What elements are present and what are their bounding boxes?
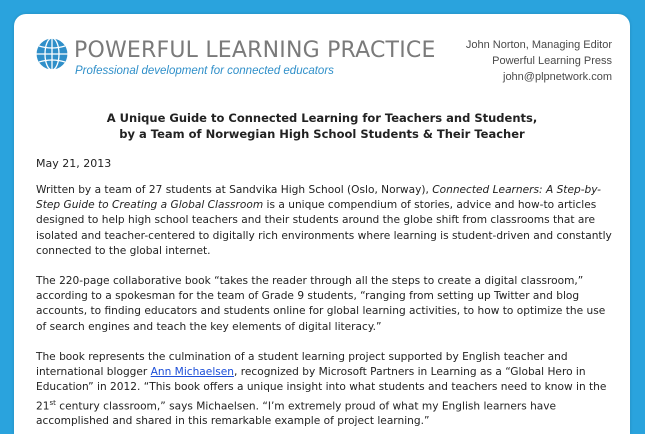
globe-logo-icon <box>34 36 70 72</box>
p1-text-start: Written by a team of 27 students at Sandvika High School (Oslo, Norway), <box>36 184 433 196</box>
paragraph-teacher-quote <box>36 350 616 430</box>
p1-text-end: is a unique compendium of stories, advice and how-to articles designed to help high school teachers and their students around the globe shift from classrooms that are isolated and teacher-centered to digitally rich environments where learning is student-driven and constantly connected to the global internet. <box>36 199 612 257</box>
headline-line-1: A Unique Guide to Connected Learning for Teachers and Students, <box>106 111 538 125</box>
contact-block <box>466 37 612 85</box>
p3-text-end: century classroom,” says Michaelsen. “I’m extremely proud of what my English learners have accomplished and shared in this remarkable example of project learning.” <box>36 400 557 428</box>
press-release-headline <box>54 110 590 142</box>
paragraph-book-intro <box>36 183 616 259</box>
press-release-page <box>14 14 630 434</box>
headline-line-2: by a Team of Norwegian High School Students & Their Teacher <box>119 127 525 141</box>
release-date: May 21, 2013 <box>36 157 112 170</box>
contact-publisher: Powerful Learning Press <box>492 55 612 67</box>
paragraph-book-contents: The 220-page collaborative book “takes the reader through all the steps to create a digital classroom,” according to a spokesman for the team of Grade 9 students, “ranging from setting up Twitter and blog accounts, to finding educators and students online for global learning activities, to how to optimize the use of search engines and teach the key elements of digital literacy.” <box>36 275 606 333</box>
contact-editor: John Norton, Managing Editor <box>465 39 612 51</box>
brand-tagline: Professional development for connected educators <box>75 65 334 77</box>
contact-email: john@plpnetwork.com <box>503 71 612 83</box>
ann-michaelsen-link[interactable]: Ann Michaelsen <box>150 366 235 379</box>
century-superscript: st <box>49 398 56 407</box>
book-title: Connected Learners: A Step-by-Step Guide to Creating a Global Classroom <box>36 184 601 212</box>
brand-name: POWERFUL LEARNING PRACTICE <box>74 38 436 63</box>
p3-text-mid: , recognized by Microsoft Partners in Learning as a “Global Hero in Education” in 2012. “This book offers a unique insight into what students and teachers need to know in the 21 <box>36 366 607 413</box>
p3-text-start: The book represents the culmination of a student learning project supported by English teacher and international blogger <box>36 351 568 379</box>
